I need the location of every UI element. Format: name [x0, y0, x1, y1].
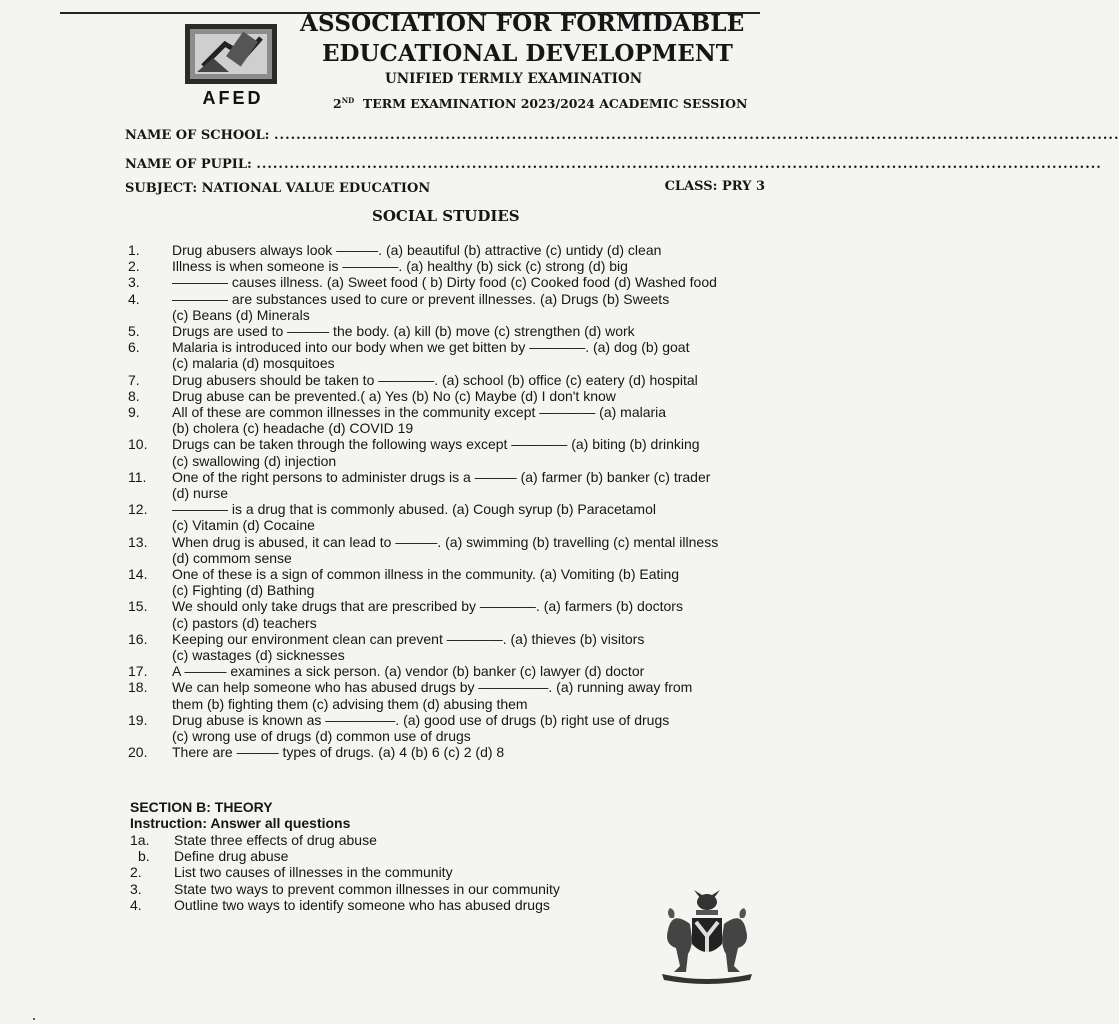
question-number: 2.	[128, 258, 140, 275]
afed-logo-icon	[183, 22, 287, 110]
question-text: A ——— examines a sick person. (a) vendor (b) banker (c) lawyer (d) doctor	[172, 663, 645, 680]
exam-session	[333, 96, 747, 111]
question-item	[128, 323, 768, 339]
question-text: ———— are substances used to cure or prevent illnesses. (a) Drugs (b) Sweets (c) Beans (d) Minerals	[172, 290, 670, 323]
school-name-blank[interactable]: .........................................................................................................................................................	[274, 128, 1119, 143]
question-text: There are ——— types of drugs. (a) 4 (b) 6 (c) 2 (d) 8	[172, 744, 505, 761]
theory-number: 1a.	[130, 832, 150, 848]
question-item	[128, 501, 768, 533]
question-text: One of these is a sign of common illness in the community. (a) Vomiting (b) Eating (c) Fighting (d) Bathing	[172, 566, 680, 599]
theory-item	[130, 881, 560, 897]
question-item	[128, 242, 768, 258]
question-text: Drug abusers always look ———. (a) beautiful (b) attractive (c) untidy (d) clean	[172, 242, 662, 258]
objective-questions-list	[128, 242, 768, 761]
theory-text: Define drug abuse	[174, 848, 289, 865]
svg-text:AFED: AFED	[202, 88, 264, 108]
question-number: 4.	[128, 290, 140, 307]
organization-name-line1: ASSOCIATION FOR FORMIDABLE	[300, 10, 745, 37]
theory-number: 4.	[130, 896, 142, 913]
organization-name-line2: EDUCATIONAL DEVELOPMENT	[322, 40, 733, 67]
question-item	[128, 679, 768, 711]
question-text: ———— is a drug that is commonly abused. (a) Cough syrup (b) Paracetamol (c) Vitamin (d) Cocaine	[172, 501, 656, 534]
question-item	[128, 712, 768, 744]
question-text: When drug is abused, it can lead to ———. (a) swimming (b) travelling (c) mental illness (d) commom sense	[172, 533, 719, 566]
question-item	[128, 566, 768, 598]
term-suffix: ND	[341, 96, 355, 105]
pupil-name-field[interactable]	[125, 157, 1102, 172]
theory-questions-list	[130, 832, 560, 913]
school-name-field[interactable]	[125, 128, 1119, 143]
question-text: ———— causes illness. (a) Sweet food ( b) Dirty food (c) Cooked food (d) Washed food	[172, 274, 717, 291]
question-number: 19.	[128, 711, 148, 728]
question-item	[128, 372, 768, 388]
theory-item	[130, 832, 560, 848]
theory-number: b.	[138, 848, 150, 865]
question-number: 7.	[128, 371, 140, 388]
question-item	[128, 274, 768, 290]
theory-number: 3.	[130, 880, 142, 897]
question-item	[128, 291, 768, 323]
question-number: 13.	[128, 533, 148, 550]
theory-text: State three effects of drug abuse	[174, 832, 377, 848]
question-number: 1.	[128, 242, 140, 258]
question-text: We can help someone who has abused drugs by —————. (a) running away from them (b) fighting them (c) advising them (d) abusing them	[172, 679, 693, 712]
theory-item	[130, 864, 560, 880]
question-number: 18.	[128, 679, 148, 696]
question-item	[128, 436, 768, 468]
question-text: All of these are common illnesses in the community except ———— (a) malaria (b) cholera (c) headache (d) COVID 19	[172, 404, 667, 437]
question-number: 15.	[128, 598, 148, 615]
question-number: 8.	[128, 387, 140, 404]
question-text: Drug abusers should be taken to ————. (a) school (b) office (c) eatery (d) hospital	[172, 371, 698, 388]
theory-text: Outline two ways to identify someone who has abused drugs	[174, 896, 550, 913]
question-item	[128, 631, 768, 663]
section-b-instruction: Instruction: Answer all questions	[130, 815, 351, 831]
question-text: Drug abuse is known as —————. (a) good use of drugs (b) right use of drugs (c) wrong use of drugs (d) common use of drugs	[172, 711, 670, 745]
question-number: 14.	[128, 566, 148, 583]
question-text: Drugs can be taken through the following ways except ———— (a) biting (b) drinking (c) swallowing (d) injection	[172, 436, 700, 469]
question-item	[128, 469, 768, 501]
question-text: Drugs are used to ——— the body. (a) kill (b) move (c) strengthen (d) work	[172, 323, 635, 340]
theory-item	[130, 897, 560, 913]
term-number: 2	[333, 96, 342, 112]
theory-text: List two causes of illnesses in the community	[174, 864, 453, 881]
question-number: 20.	[128, 744, 148, 761]
question-text: One of the right persons to administer drugs is a ——— (a) farmer (b) banker (c) trader (d) nurse	[172, 468, 711, 502]
coat-of-arms-icon	[650, 888, 765, 988]
subject-label: SUBJECT: NATIONAL VALUE EDUCATION	[125, 181, 431, 196]
question-text: Illness is when someone is ————. (a) healthy (b) sick (c) strong (d) big	[172, 258, 628, 275]
question-number: 5.	[128, 323, 140, 340]
theory-item	[130, 848, 560, 864]
question-item	[128, 388, 768, 404]
question-number: 12.	[128, 501, 148, 518]
exam-title: UNIFIED TERMLY EXAMINATION	[385, 71, 643, 87]
question-item	[128, 534, 768, 566]
theory-number: 2.	[130, 864, 142, 881]
question-text: Malaria is introduced into our body when we get bitten by ————. (a) dog (b) goat (c) malaria (d) mosquitoes	[172, 339, 690, 372]
question-number: 16.	[128, 630, 148, 647]
question-number: 10.	[128, 436, 148, 453]
question-number: 17.	[128, 663, 148, 680]
scan-speck	[33, 1018, 35, 1020]
question-item	[128, 339, 768, 371]
question-number: 9.	[128, 404, 140, 421]
section-a-title: SOCIAL STUDIES	[372, 207, 520, 225]
question-number: 6.	[128, 339, 140, 356]
school-name-label: NAME OF SCHOOL:	[125, 128, 270, 143]
question-number: 11.	[128, 468, 147, 485]
pupil-name-label: NAME OF PUPIL:	[125, 157, 252, 172]
question-text: We should only take drugs that are prescribed by ————. (a) farmers (b) doctors (c) pastors (d) teachers	[172, 598, 683, 631]
question-item	[128, 663, 768, 679]
section-b-heading: SECTION B: THEORY	[130, 799, 273, 815]
question-text: Keeping our environment clean can prevent ————. (a) thieves (b) visitors (c) wastages (d) sicknesses	[172, 630, 645, 664]
exam-session-text: TERM EXAMINATION 2023/2024 ACADEMIC SESSION	[362, 96, 748, 112]
question-text: Drug abuse can be prevented.( a) Yes (b) No (c) Maybe (d) I don't know	[172, 387, 616, 404]
question-item	[128, 744, 768, 760]
question-number: 3.	[128, 274, 140, 291]
question-item	[128, 404, 768, 436]
question-item	[128, 598, 768, 630]
theory-text: State two ways to prevent common illnesses in our community	[174, 880, 560, 897]
class-label: CLASS: PRY 3	[664, 179, 765, 194]
pupil-name-blank[interactable]: .........................................................................................................................................................	[256, 157, 1102, 172]
question-item	[128, 258, 768, 274]
